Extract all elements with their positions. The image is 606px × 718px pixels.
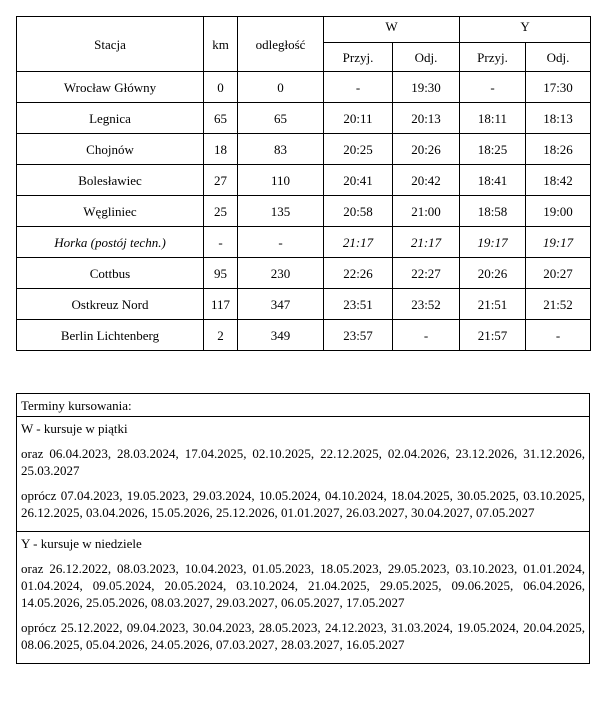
station-cell: Wrocław Główny	[17, 72, 204, 103]
distance-cell: 349	[238, 320, 324, 351]
y-section	[17, 531, 589, 663]
table-row	[17, 289, 591, 320]
station-cell: Legnica	[17, 103, 204, 134]
w-excluded-dates: oprócz 07.04.2023, 19.05.2023, 29.03.2024, 10.05.2024, 04.10.2024, 18.04.2025, 30.05.2025, 03.10.2025, 26.12.2025, 03.04.2026, 15.05.2026, 25.12.2026, 01.01.2027, 26.03.2027, 30.04.2027, 07.05.2027	[21, 488, 585, 520]
km-cell: 117	[204, 289, 238, 320]
w-arrival-cell: -	[324, 72, 393, 103]
header-y-departure: Odj.	[526, 43, 591, 72]
km-cell: 25	[204, 196, 238, 227]
km-cell: 27	[204, 165, 238, 196]
station-cell: Ostkreuz Nord	[17, 289, 204, 320]
km-cell: 2	[204, 320, 238, 351]
y-arrival-cell: 18:58	[460, 196, 526, 227]
station-cell: Bolesławiec	[17, 165, 204, 196]
y-departure-cell: -	[526, 320, 591, 351]
y-departure-cell: 17:30	[526, 72, 591, 103]
table-row	[17, 258, 591, 289]
w-heading: W - kursuje w piątki	[21, 421, 128, 436]
header-group-y: Y	[460, 17, 591, 43]
w-departure-cell: 20:13	[393, 103, 460, 134]
y-arrival-cell: 19:17	[460, 227, 526, 258]
w-arrival-cell: 21:17	[324, 227, 393, 258]
y-arrival-cell: 18:41	[460, 165, 526, 196]
w-arrival-cell: 22:26	[324, 258, 393, 289]
km-cell: 95	[204, 258, 238, 289]
w-departure-cell: 21:17	[393, 227, 460, 258]
station-cell: Horka (postój techn.)	[17, 227, 204, 258]
y-departure-cell: 21:52	[526, 289, 591, 320]
operating-dates-title: Terminy kursowania:	[21, 398, 132, 413]
y-departure-cell: 18:13	[526, 103, 591, 134]
w-departure-cell: 21:00	[393, 196, 460, 227]
header-group-w: W	[324, 17, 460, 43]
w-departure-cell: 19:30	[393, 72, 460, 103]
w-arrival-cell: 20:11	[324, 103, 393, 134]
km-cell: 65	[204, 103, 238, 134]
operating-dates-title-block	[17, 394, 589, 416]
y-arrival-cell: 18:25	[460, 134, 526, 165]
header-w-arrival: Przyj.	[324, 43, 393, 72]
w-departure-cell: 22:27	[393, 258, 460, 289]
y-heading: Y - kursuje w niedziele	[21, 536, 142, 551]
timetable	[16, 16, 591, 351]
table-row	[17, 134, 591, 165]
station-cell: Chojnów	[17, 134, 204, 165]
y-excluded-dates: oprócz 25.12.2022, 09.04.2023, 30.04.2023, 28.05.2023, 24.12.2023, 31.03.2024, 19.05.2024, 20.04.2025, 08.06.2025, 05.04.2026, 24.05.2026, 07.03.2027, 28.03.2027, 16.05.2027	[21, 620, 585, 652]
distance-cell: 230	[238, 258, 324, 289]
y-departure-cell: 20:27	[526, 258, 591, 289]
header-station: Stacja	[17, 17, 204, 72]
w-section	[17, 416, 589, 531]
station-cell: Cottbus	[17, 258, 204, 289]
w-departure-cell: 20:42	[393, 165, 460, 196]
table-row-technical-stop	[17, 227, 591, 258]
header-distance: odległość	[238, 17, 324, 72]
y-additional-dates: oraz 26.12.2022, 08.03.2023, 10.04.2023, 01.05.2023, 18.05.2023, 29.05.2023, 03.10.2023, 01.01.2024, 01.04.2024, 09.05.2024, 20.05.2024, 03.10.2024, 21.04.2025, 29.05.2025, 09.06.2025, 06.04.2026, 14.05.2026, 25.05.2026, 08.03.2027, 29.03.2027, 06.05.2027, 17.05.2027	[21, 561, 585, 610]
distance-cell: -	[238, 227, 324, 258]
y-arrival-cell: 20:26	[460, 258, 526, 289]
w-additional-dates: oraz 06.04.2023, 28.03.2024, 17.04.2025, 02.10.2025, 22.12.2025, 02.04.2026, 23.12.2026, 31.12.2026, 25.03.2027	[21, 446, 585, 478]
y-arrival-cell: 21:57	[460, 320, 526, 351]
y-departure-cell: 19:00	[526, 196, 591, 227]
w-arrival-cell: 23:51	[324, 289, 393, 320]
distance-cell: 65	[238, 103, 324, 134]
distance-cell: 135	[238, 196, 324, 227]
distance-cell: 347	[238, 289, 324, 320]
y-departure-cell: 19:17	[526, 227, 591, 258]
header-w-departure: Odj.	[393, 43, 460, 72]
km-cell: 18	[204, 134, 238, 165]
y-arrival-cell: -	[460, 72, 526, 103]
y-departure-cell: 18:42	[526, 165, 591, 196]
y-arrival-cell: 18:11	[460, 103, 526, 134]
header-y-arrival: Przyj.	[460, 43, 526, 72]
distance-cell: 83	[238, 134, 324, 165]
w-departure-cell: 23:52	[393, 289, 460, 320]
w-departure-cell: 20:26	[393, 134, 460, 165]
y-arrival-cell: 21:51	[460, 289, 526, 320]
w-arrival-cell: 20:58	[324, 196, 393, 227]
table-row	[17, 196, 591, 227]
w-arrival-cell: 20:25	[324, 134, 393, 165]
table-row	[17, 320, 591, 351]
distance-cell: 0	[238, 72, 324, 103]
table-row	[17, 165, 591, 196]
station-cell: Węgliniec	[17, 196, 204, 227]
w-arrival-cell: 20:41	[324, 165, 393, 196]
km-cell: -	[204, 227, 238, 258]
station-cell: Berlin Lichtenberg	[17, 320, 204, 351]
km-cell: 0	[204, 72, 238, 103]
operating-dates-box	[16, 393, 590, 664]
table-row	[17, 103, 591, 134]
distance-cell: 110	[238, 165, 324, 196]
table-row	[17, 72, 591, 103]
y-departure-cell: 18:26	[526, 134, 591, 165]
w-departure-cell: -	[393, 320, 460, 351]
header-km: km	[204, 17, 238, 72]
w-arrival-cell: 23:57	[324, 320, 393, 351]
